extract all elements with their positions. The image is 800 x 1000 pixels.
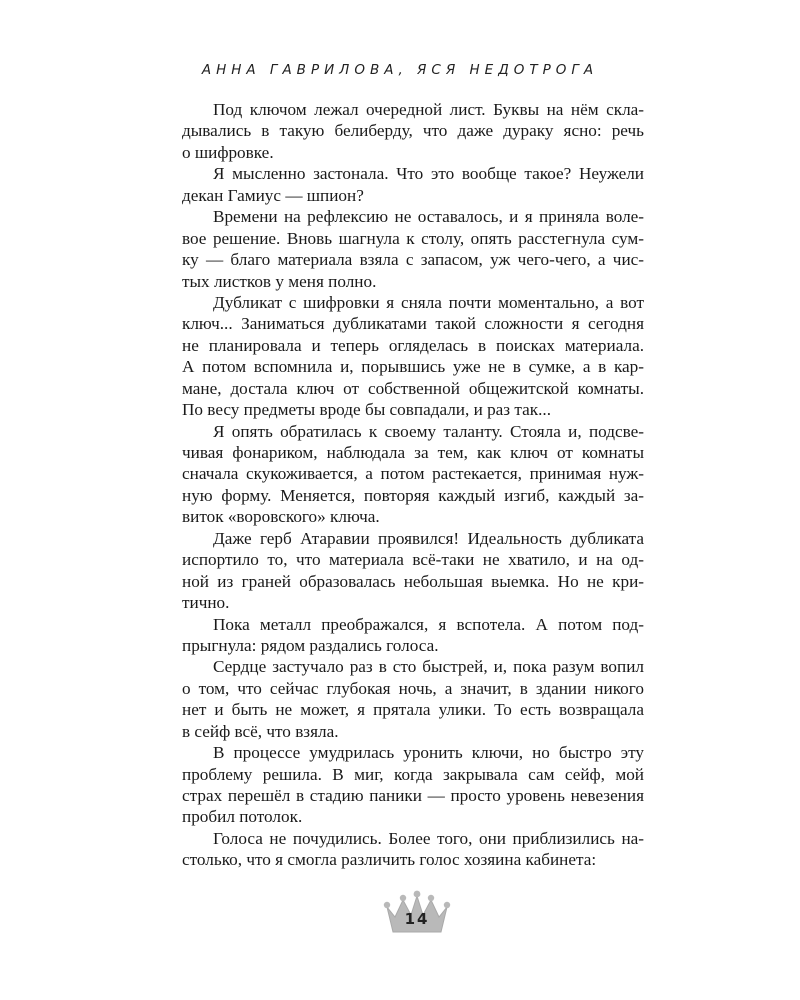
text-line: прыгнула: рядом раздались голоса. — [182, 635, 439, 655]
text-line: А потом вспомнила и, порывшись уже не в сумке, а в кар- — [182, 357, 644, 377]
text-line: сначала скукоживается, а потом растекается, принимая нуж- — [182, 464, 644, 484]
text-line: ной из граней образовалась небольшая выемка. Но не кри- — [182, 571, 644, 591]
text-line: пробил потолок. — [182, 807, 303, 827]
text-line: о том, что сейчас глубокая ночь, а значит, в здании никого — [182, 678, 644, 698]
text-line: испортило то, что материала всё-таки не хватило, и на од- — [182, 550, 644, 570]
text-line: виток «воровского» ключа. — [182, 507, 380, 527]
text-line: тых листков у меня полно. — [182, 271, 377, 291]
page-number: 14 — [404, 910, 430, 928]
text-line: По весу предметы вроде бы совпадали, и раз так... — [182, 400, 551, 420]
text-line: не планировала и теперь огляделась в поисках материала. — [182, 335, 644, 355]
text-line: столько, что я смогла различить голос хозяина кабинета: — [182, 850, 597, 870]
text-line: Я опять обратилась к своему таланту. Стояла и, подсве- — [213, 421, 644, 441]
text-line: Времени на рефлексию не оставалось, и я приняла воле- — [213, 207, 644, 227]
running-head: АННА ГАВРИЛОВА, ЯСЯ НЕДОТРОГА — [201, 62, 599, 78]
text-line: Я мысленно застонала. Что это вообще такое? Неужели — [213, 164, 644, 184]
text-line: В процессе умудрилась уронить ключи, но быстро эту — [213, 743, 644, 763]
text-line: Дубликат с шифровки я сняла почти моментально, а вот — [213, 292, 644, 312]
text-line: о шифровке. — [182, 142, 274, 162]
text-line: проблему решила. В миг, когда закрывала сам сейф, мой — [182, 764, 644, 784]
text-line: дывались в такую белиберду, что даже дураку ясно: речь — [182, 121, 644, 141]
text-line: в сейф всё, что взяла. — [182, 721, 339, 741]
text-line: ную форму. Меняется, повторяя каждый изгиб, каждый за- — [182, 485, 644, 505]
body-text — [182, 99, 644, 871]
text-line: ку — благо материала взяла с запасом, уж чего-чего, а чис- — [182, 250, 644, 270]
text-line: страх перешёл в стадию паники — просто уровень невезения — [182, 786, 644, 805]
text-line: мане, достала ключ от собственной общежитской комнаты. — [182, 378, 644, 398]
text-line: нет и быть не может, я прятала улики. То есть возвращала — [182, 700, 644, 720]
text-line: Голоса не почудились. Более того, они приблизились на- — [213, 828, 644, 848]
text-line: ключ... Заниматься дубликатами такой сложности я сегодня — [182, 314, 644, 334]
text-line: декан Гамиус — шпион? — [182, 185, 364, 205]
text-line: Под ключом лежал очередной лист. Буквы на нём скла- — [213, 100, 644, 119]
text-line: Пока металл преображался, я вспотела. А потом под- — [213, 614, 644, 634]
text-line: Даже герб Атаравии проявился! Идеальность дубликата — [213, 528, 644, 548]
text-line: вое решение. Вновь шагнула к столу, опять расстегнула сум- — [182, 228, 644, 248]
text-line: тично. — [182, 593, 230, 613]
text-line: Сердце застучало раз в сто быстрей, и, пока разум вопил — [213, 657, 644, 677]
text-line: чивая фонариком, наблюдала за тем, как ключ от комнаты — [182, 443, 644, 462]
page-folio — [381, 886, 453, 936]
